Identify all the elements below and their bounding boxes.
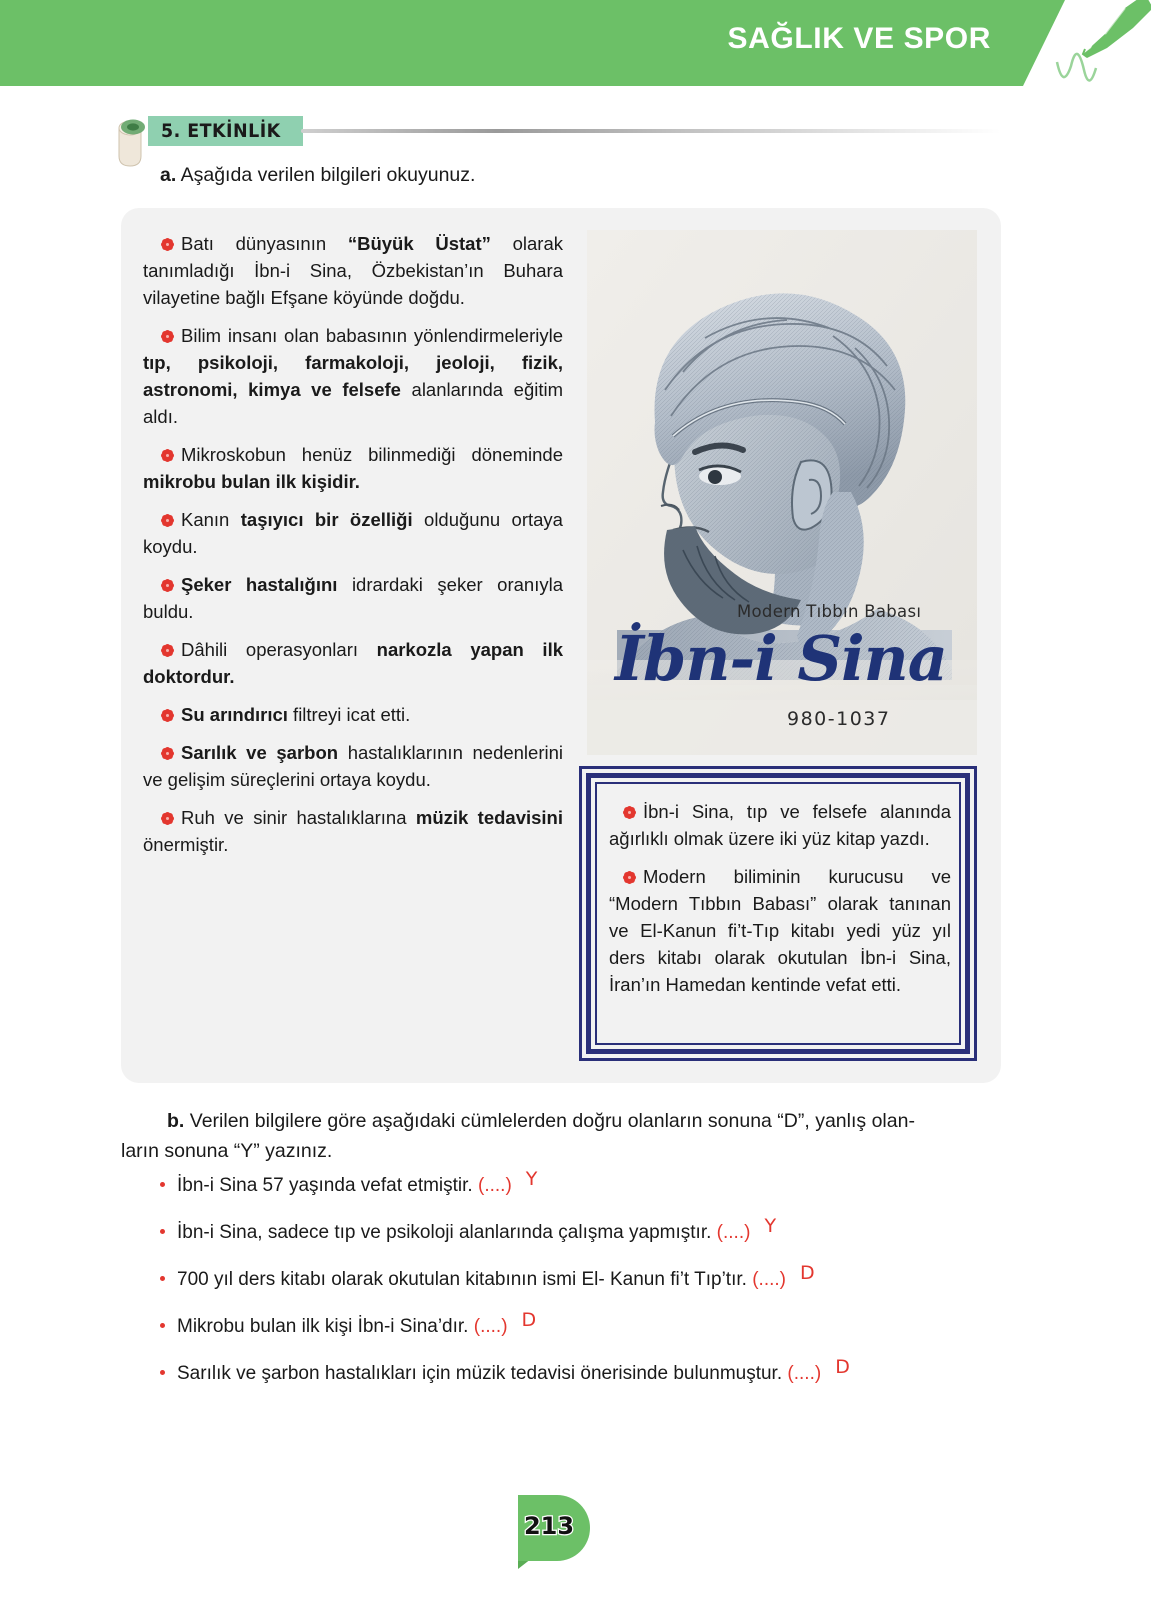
instruction-b-line2: ların sonuna “Y” yazınız. xyxy=(121,1140,333,1162)
emphasised-text: Şeker hastalığını xyxy=(181,574,338,595)
emphasised-text: mikrobu bulan ilk kişidir. xyxy=(143,471,360,492)
info-paragraph xyxy=(143,230,563,311)
body-text: hastalıklarının nedenlerini ve gelişim süreçlerini ortaya koydu. xyxy=(143,742,564,790)
body-text: İbn-i Sina, tıp ve felsefe alanında ağırlıklı olmak üzere iki yüz kitap yazdı. xyxy=(609,801,951,849)
info-paragraph xyxy=(143,322,563,430)
question-text: Sarılık ve şarbon hastalıkları için müzik tedavisi önerisinde bulunmuştur. xyxy=(177,1363,788,1384)
question-text: İbn-i Sina, sadece tıp ve psikoloji alanlarında çalışma yapmıştır. xyxy=(177,1222,717,1243)
red-flower-bullet-icon xyxy=(161,323,174,336)
body-text: Kanın xyxy=(181,509,241,530)
instruction-a-text: Aşağıda verilen bilgileri okuyunuz. xyxy=(180,164,476,186)
instruction-a xyxy=(160,164,475,187)
body-text: önermiştir. xyxy=(143,834,229,855)
question-text: İbn-i Sina 57 yaşında vefat etmiştir. xyxy=(177,1175,478,1196)
info-paragraph xyxy=(143,441,563,495)
red-flower-bullet-icon xyxy=(161,442,174,455)
body-text: Mikroskobun henüz bilinmediği döneminde xyxy=(181,444,563,465)
instruction-b-prefix: b. xyxy=(167,1110,185,1132)
note-box xyxy=(579,766,977,1061)
true-false-question-list xyxy=(158,1168,1028,1408)
handwritten-answer: D xyxy=(521,1309,537,1331)
body-text: Dâhili operasyonları xyxy=(181,639,377,660)
red-flower-bullet-icon xyxy=(161,231,174,244)
page-number: 213 xyxy=(523,1512,575,1540)
instruction-b-line1: Verilen bilgilere göre aşağıdaki cümlelerden doğru olanların sonuna “D”, yanlış olan- xyxy=(189,1110,915,1132)
activity-header xyxy=(113,110,1023,158)
handwritten-answer: D xyxy=(800,1262,815,1284)
pencil-drawing-icon xyxy=(1021,0,1151,105)
red-flower-bullet-icon xyxy=(161,740,174,753)
question-text: Mikrobu bulan ilk kişi İbn-i Sina’dır. xyxy=(177,1316,474,1337)
handwritten-answer: Y xyxy=(525,1168,538,1190)
red-flower-bullet-icon xyxy=(161,507,174,520)
red-flower-bullet-icon xyxy=(161,637,174,650)
bullet-dot-icon xyxy=(160,1276,165,1281)
info-paragraph xyxy=(143,636,563,690)
body-text: Ruh ve sinir hastalıklarına xyxy=(181,807,416,828)
emphasised-text: Sarılık ve şarbon xyxy=(181,742,339,763)
question-text: 700 yıl ders kitabı olarak okutulan kitabının ismi El- Kanun fi’t Tıp’tır. xyxy=(177,1269,753,1290)
info-paragraph xyxy=(143,739,563,793)
instruction-b xyxy=(121,1106,1021,1166)
bullet-dot-icon xyxy=(160,1323,165,1328)
info-text-column xyxy=(143,230,563,869)
body-text: Bilim insanı olan babasının yönlendirmeleriyle xyxy=(181,325,563,346)
bullet-dot-icon xyxy=(160,1182,165,1187)
info-paragraph xyxy=(609,863,951,998)
body-text: idrardaki şeker oranıyla buldu. xyxy=(143,574,563,622)
body-text: olduğunu ortaya koydu. xyxy=(143,509,563,557)
body-text: olarak tanımladığı İbn-i Sina, Özbekistan’ın Buhara vilayetine bağlı Efşane köyünde doğdu. xyxy=(143,233,563,308)
question-list-item xyxy=(158,1309,1028,1339)
emphasised-text: tıp, psikoloji, farmakoloji, jeoloji, fizik, astronomi, kimya ve felsefe xyxy=(143,352,563,400)
body-text: Batı dünyasının xyxy=(181,233,348,254)
answer-blank[interactable]: (....) xyxy=(478,1175,512,1196)
emphasised-text: narkozla yapan ilk doktordur. xyxy=(143,639,563,687)
info-content-panel xyxy=(121,208,1001,1083)
portrait-dates: 980-1037 xyxy=(787,708,891,730)
info-paragraph xyxy=(143,571,563,625)
answer-blank[interactable]: (....) xyxy=(787,1363,822,1384)
answer-blank[interactable]: (....) xyxy=(752,1269,786,1290)
emphasised-text: Su arındırıcı xyxy=(181,704,288,725)
answer-blank[interactable]: (....) xyxy=(716,1222,751,1243)
red-flower-bullet-icon xyxy=(623,799,636,812)
body-text: alanlarında eğitim aldı. xyxy=(143,379,563,427)
handwritten-answer: D xyxy=(835,1356,850,1378)
portrait-name: İbn-i Sina xyxy=(615,622,947,695)
info-paragraph xyxy=(143,506,563,560)
info-paragraph xyxy=(609,798,951,852)
portrait-subtitle: Modern Tıbbın Babası xyxy=(737,602,922,621)
activity-badge xyxy=(148,116,303,146)
red-flower-bullet-icon xyxy=(623,864,636,877)
question-list-item xyxy=(158,1262,1028,1292)
emphasised-text: taşıyıcı bir özelliği xyxy=(240,509,413,530)
ibn-i-sina-portrait-image xyxy=(587,230,977,755)
note-text-content xyxy=(609,798,951,1039)
red-flower-bullet-icon xyxy=(161,702,174,715)
handwritten-answer: Y xyxy=(764,1215,777,1237)
red-flower-bullet-icon xyxy=(161,572,174,585)
question-list-item xyxy=(158,1215,1028,1245)
question-list-item xyxy=(158,1168,1028,1198)
activity-divider-line xyxy=(301,129,1001,133)
body-text: filtreyi icat etti. xyxy=(287,704,411,725)
emphasised-text: müzik tedavisini xyxy=(415,807,563,828)
bullet-dot-icon xyxy=(160,1370,165,1375)
body-text: Modern biliminin kurucusu ve “Modern Tıbbın Babası” olarak tanınan ve El-Kanun fi’t-Tıp kitabı yedi yüz yıl ders kitabı olarak okutulan İbn-i Sina, İran’ın Hamedan kentinde vefat etti. xyxy=(609,866,951,995)
info-paragraph xyxy=(143,701,563,728)
answer-blank[interactable]: (....) xyxy=(473,1316,508,1337)
instruction-a-prefix: a. xyxy=(160,164,177,186)
page-header-banner xyxy=(0,0,1151,86)
activity-badge-label: 5. ETKİNLİK xyxy=(161,120,281,142)
bullet-dot-icon xyxy=(160,1229,165,1234)
info-paragraph xyxy=(143,804,563,858)
page-title: SAĞLIK VE SPOR xyxy=(727,22,991,55)
red-flower-bullet-icon xyxy=(161,805,174,818)
emphasised-text: “Büyük Üstat” xyxy=(347,233,491,254)
question-list-item xyxy=(158,1356,1028,1386)
